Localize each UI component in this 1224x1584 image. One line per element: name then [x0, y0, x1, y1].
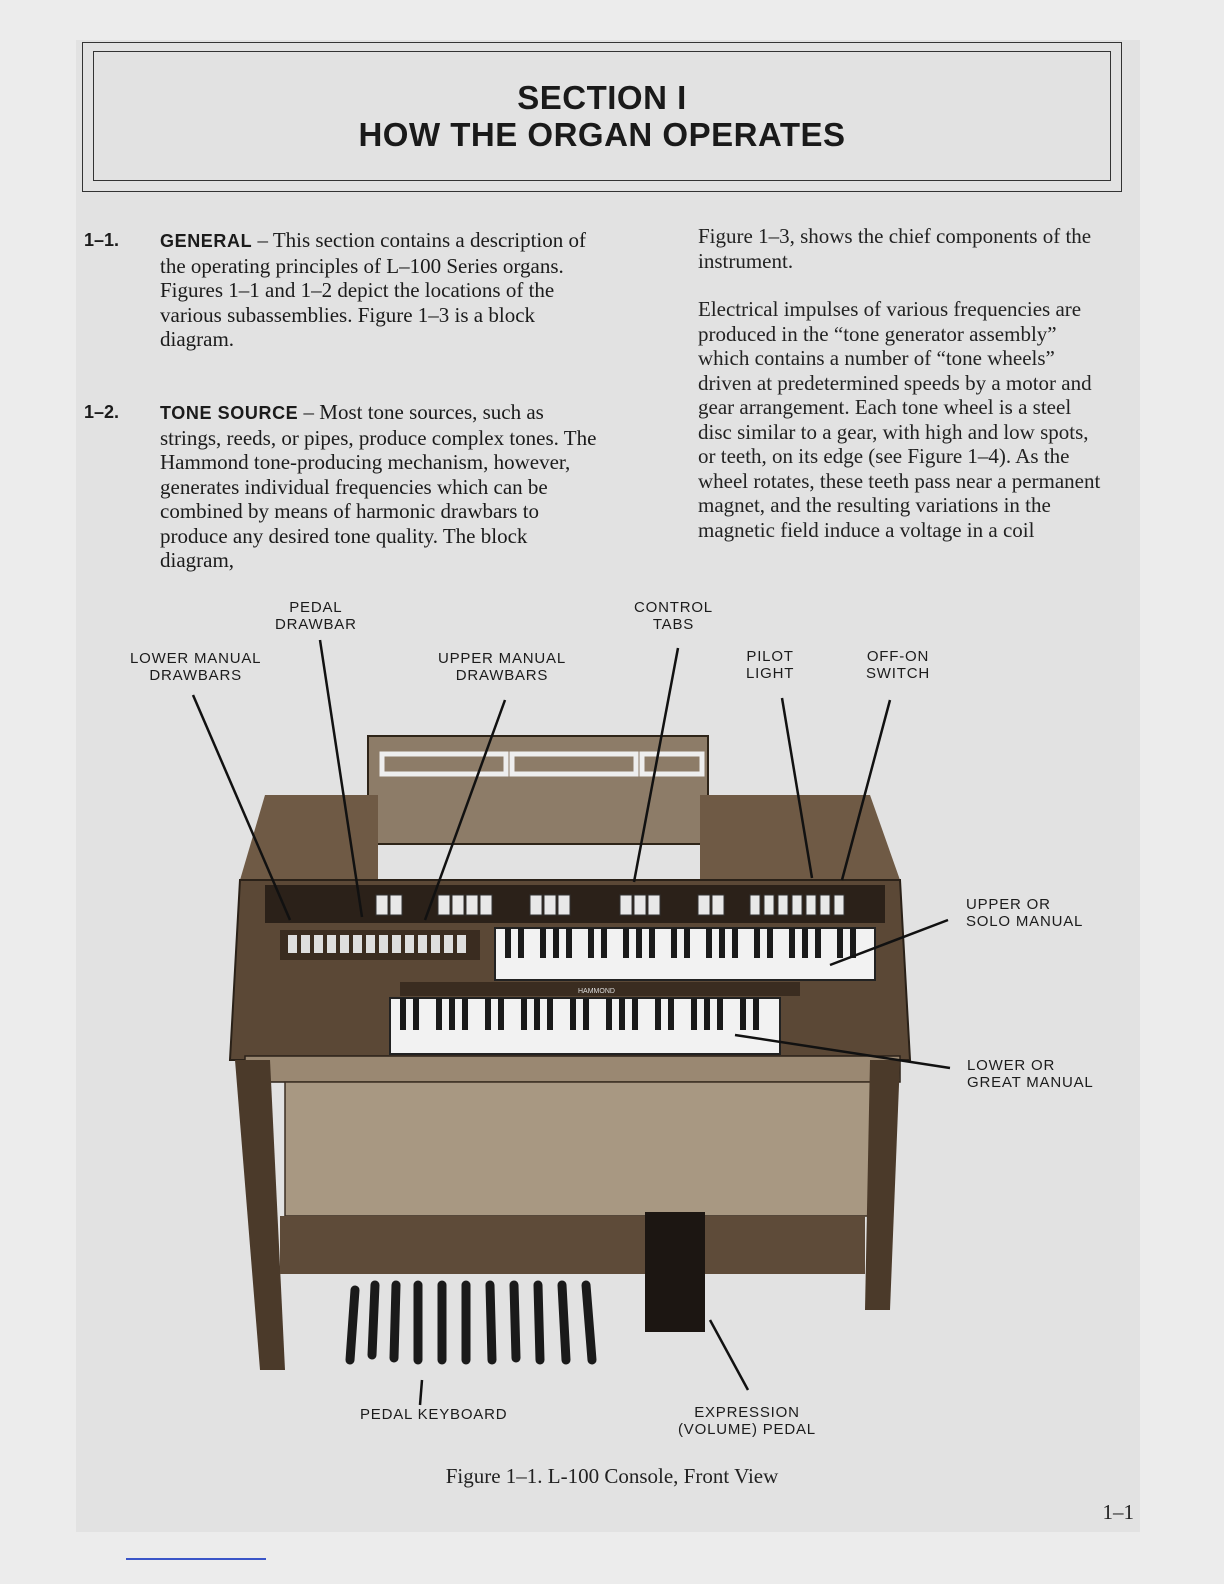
label-lower-manual: LOWER OR GREAT MANUAL [967, 1057, 1094, 1091]
lower-body [280, 1216, 865, 1274]
organ-illustration [100, 590, 1120, 1450]
paragraph-body [160, 400, 600, 573]
pedal-keys [350, 1285, 592, 1360]
section-number: SECTION I [517, 79, 687, 116]
footer-rule [126, 1558, 266, 1560]
left-leg [235, 1060, 285, 1370]
key-slip [245, 1056, 900, 1082]
section-title: HOW THE ORGAN OPERATES [358, 116, 846, 153]
right-paragraph-2: Electrical impulses of various frequencies are produced in the “tone generator assembly” which contains a number of “tone wheels” driven at predetermined speeds by a motor and gear arrangement. Each tone wheel is a steel disc similar to a gear, with high and low spots, or teeth, on its edge (see Figure 1–4). As the wheel rotates, these teeth pass near a permanent magnet, and the resulting variations in the magnetic field induce a voltage in a coil [698, 297, 1101, 542]
label-upper-manual: UPPER OR SOLO MANUAL [966, 896, 1084, 930]
label-upper-manual-drawbars: UPPER MANUAL DRAWBARS [438, 650, 566, 684]
figure-caption: Figure 1–1. L-100 Console, Front View [445, 1464, 779, 1488]
lid-left [240, 795, 378, 880]
paragraph-body [160, 228, 600, 352]
label-control-tabs: CONTROL TABS [634, 599, 713, 633]
label-lower-manual-drawbars: LOWER MANUAL DRAWBARS [130, 650, 262, 684]
label-pilot-light: PILOT LIGHT [746, 648, 795, 682]
paragraph-heading: GENERAL [160, 231, 253, 251]
section-header-box [82, 42, 1122, 192]
right-leg [865, 1060, 900, 1310]
paragraph-number: 1–1. [84, 230, 120, 250]
section-header-inner [93, 51, 1111, 181]
right-column [698, 224, 1108, 566]
paragraph-number: 1–2. [84, 402, 120, 422]
label-expression-pedal: EXPRESSION (VOLUME) PEDAL [678, 1404, 816, 1438]
label-pedal-drawbar: PEDAL DRAWBAR [275, 599, 357, 633]
paragraph-heading: TONE SOURCE [160, 403, 299, 423]
organ-figure [100, 590, 1120, 1450]
right-paragraph-1: Figure 1–3, shows the chief components of the instrument. [698, 224, 1092, 273]
paragraph-text: – This section contains a description of the operating principles of L–100 Series organs. Figures 1–1 and 1–2 depict the locations of the various subassemblies. Figure 1–3 is a block diagram. [160, 228, 587, 351]
label-pedal-keyboard: PEDAL KEYBOARD [360, 1406, 508, 1423]
label-off-on-switch: OFF-ON SWITCH [866, 648, 930, 682]
page-number: 1–1 [1102, 1500, 1134, 1524]
expression-pedal [645, 1212, 705, 1332]
paragraph-text: – Most tone sources, such as strings, reeds, or pipes, produce complex tones. The Hammond tone-producing mechanism, however, generates individual frequencies which can be combined by means of harmonic drawbars to produce any desired tone quality. The block diagram, [160, 400, 597, 572]
front-panel [285, 1082, 875, 1216]
brand-logo: HAMMOND [578, 988, 615, 995]
